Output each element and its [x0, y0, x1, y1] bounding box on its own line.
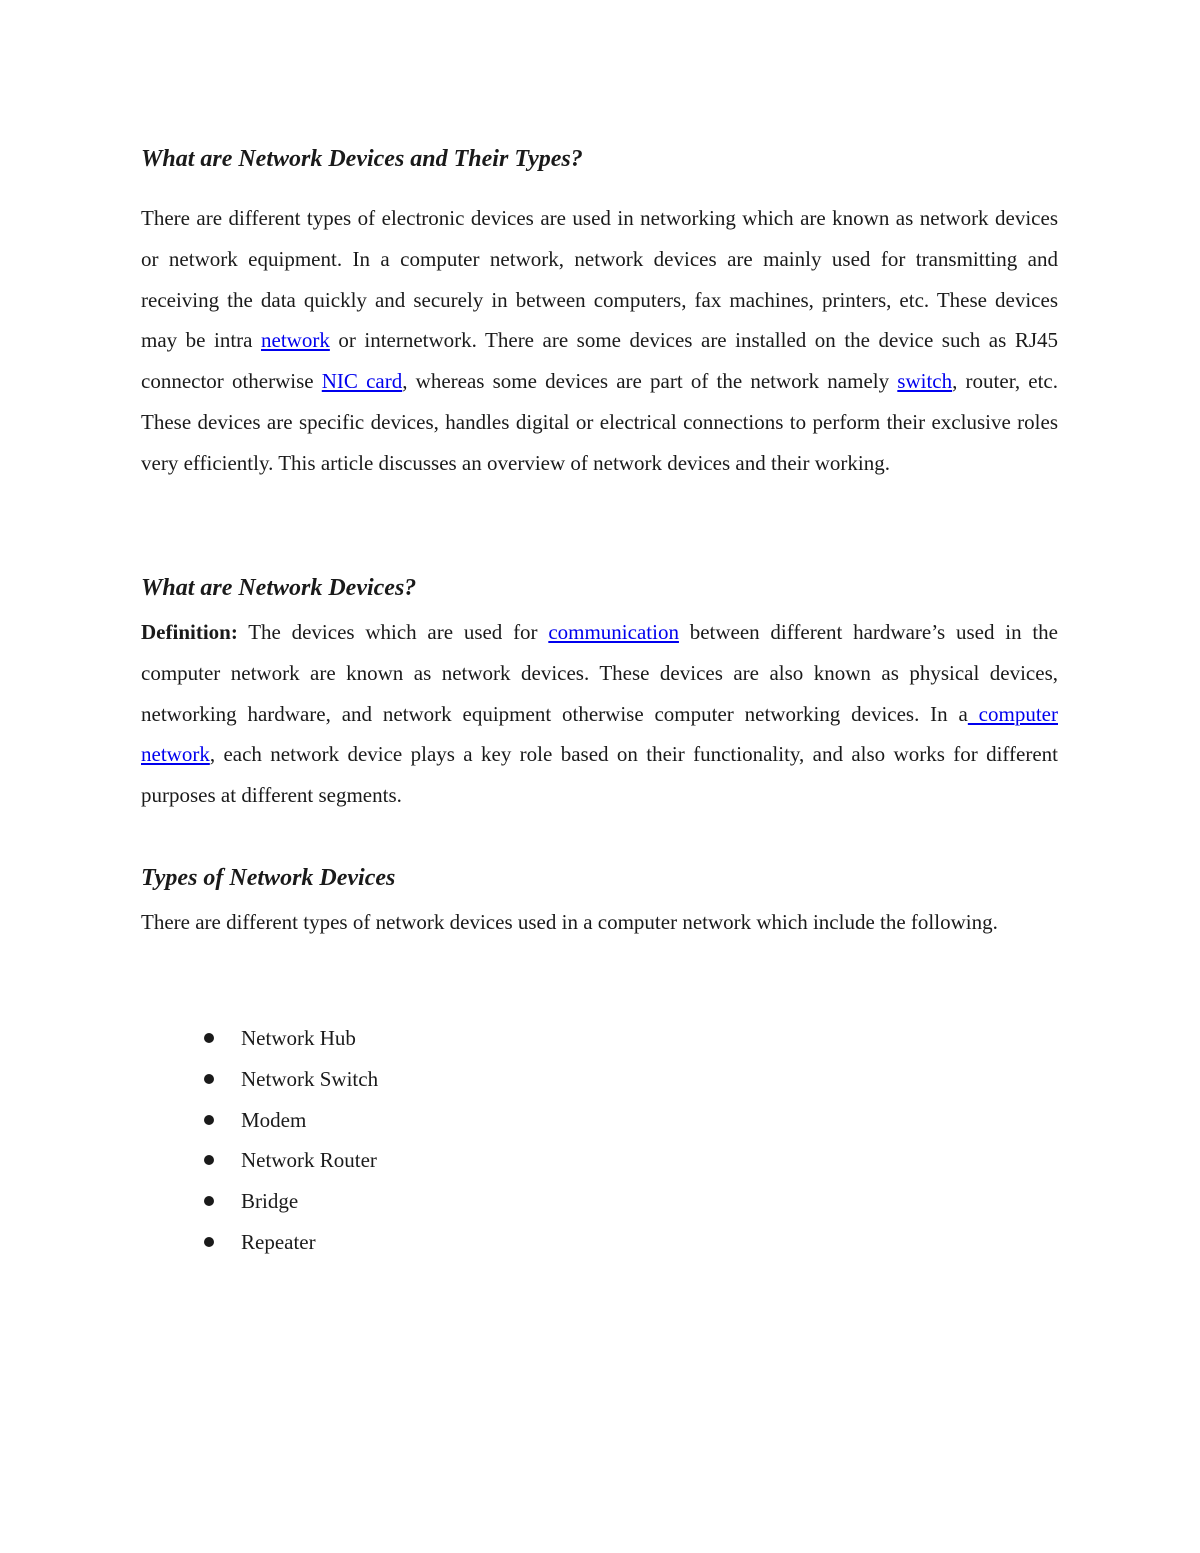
section-heading-types-of-network-devices: Types of Network Devices [141, 865, 396, 891]
list-item-label: Bridge [241, 1189, 299, 1214]
list-item-label: Network Switch [241, 1066, 379, 1091]
types-paragraph [141, 902, 1058, 943]
paragraph-text: The devices which are used for [237, 620, 549, 644]
bullet-icon [204, 1237, 214, 1247]
paragraph-text: or internetwork. There are some devices are installed on the device such as RJ45 connector otherwise [141, 328, 1058, 394]
paragraph-text: between different hardware’s used in the computer network are known as network devices. These devices are also known as physical devices, networking hardware, and network equipment otherwise computer networking devices. In a [141, 620, 1058, 726]
list-item-label: Modem [241, 1107, 307, 1132]
section-heading-network-devices-types: What are Network Devices and Their Types? [141, 146, 583, 172]
list-item-label: Repeater [241, 1229, 316, 1254]
bullet-icon [204, 1033, 214, 1043]
bullet-icon [204, 1074, 214, 1084]
bullet-icon [204, 1115, 214, 1125]
paragraph-text: There are different types of electronic devices are used in networking which are known as network devices or network equipment. In a computer network, network devices are mainly used for transmitting and receiving the data quickly and securely in between computers, fax machines, printers, etc. These devices may be intra [141, 206, 1058, 353]
bullet-icon [204, 1196, 214, 1206]
link-nic-card[interactable]: NIC card [321, 369, 403, 394]
list-item [141, 1100, 378, 1141]
list-item-label: Network Router [241, 1148, 377, 1173]
list-item [141, 1181, 378, 1222]
list-item [141, 1059, 378, 1100]
definition-label: Definition: [141, 620, 238, 644]
intro-paragraph [141, 198, 1058, 484]
paragraph-text: , each network device plays a key role based on their functionality, and also works for different purposes at different segments. [141, 742, 1058, 808]
device-types-list [141, 1018, 378, 1263]
definition-paragraph [141, 612, 1058, 816]
paragraph-text: , whereas some devices are part of the network namely [402, 369, 898, 394]
link-communication[interactable]: communication [548, 620, 679, 644]
list-item [141, 1140, 378, 1181]
bullet-icon [204, 1155, 214, 1165]
paragraph-text: There are different types of network devices used in a computer network which include the following. [141, 910, 998, 934]
list-item-label: Network Hub [241, 1026, 356, 1050]
section-heading-network-devices: What are Network Devices? [141, 575, 417, 601]
list-item [141, 1222, 378, 1263]
list-item [141, 1018, 378, 1059]
link-computer-network[interactable]: computer network [141, 701, 1058, 767]
paragraph-text: , router, etc. These devices are specific devices, handles digital or electrical connections to perform their exclusive roles very efficiently. This article discusses an overview of network devices and their working. [141, 369, 1058, 475]
link-switch[interactable]: switch [897, 369, 953, 394]
link-network[interactable]: network [261, 328, 330, 353]
